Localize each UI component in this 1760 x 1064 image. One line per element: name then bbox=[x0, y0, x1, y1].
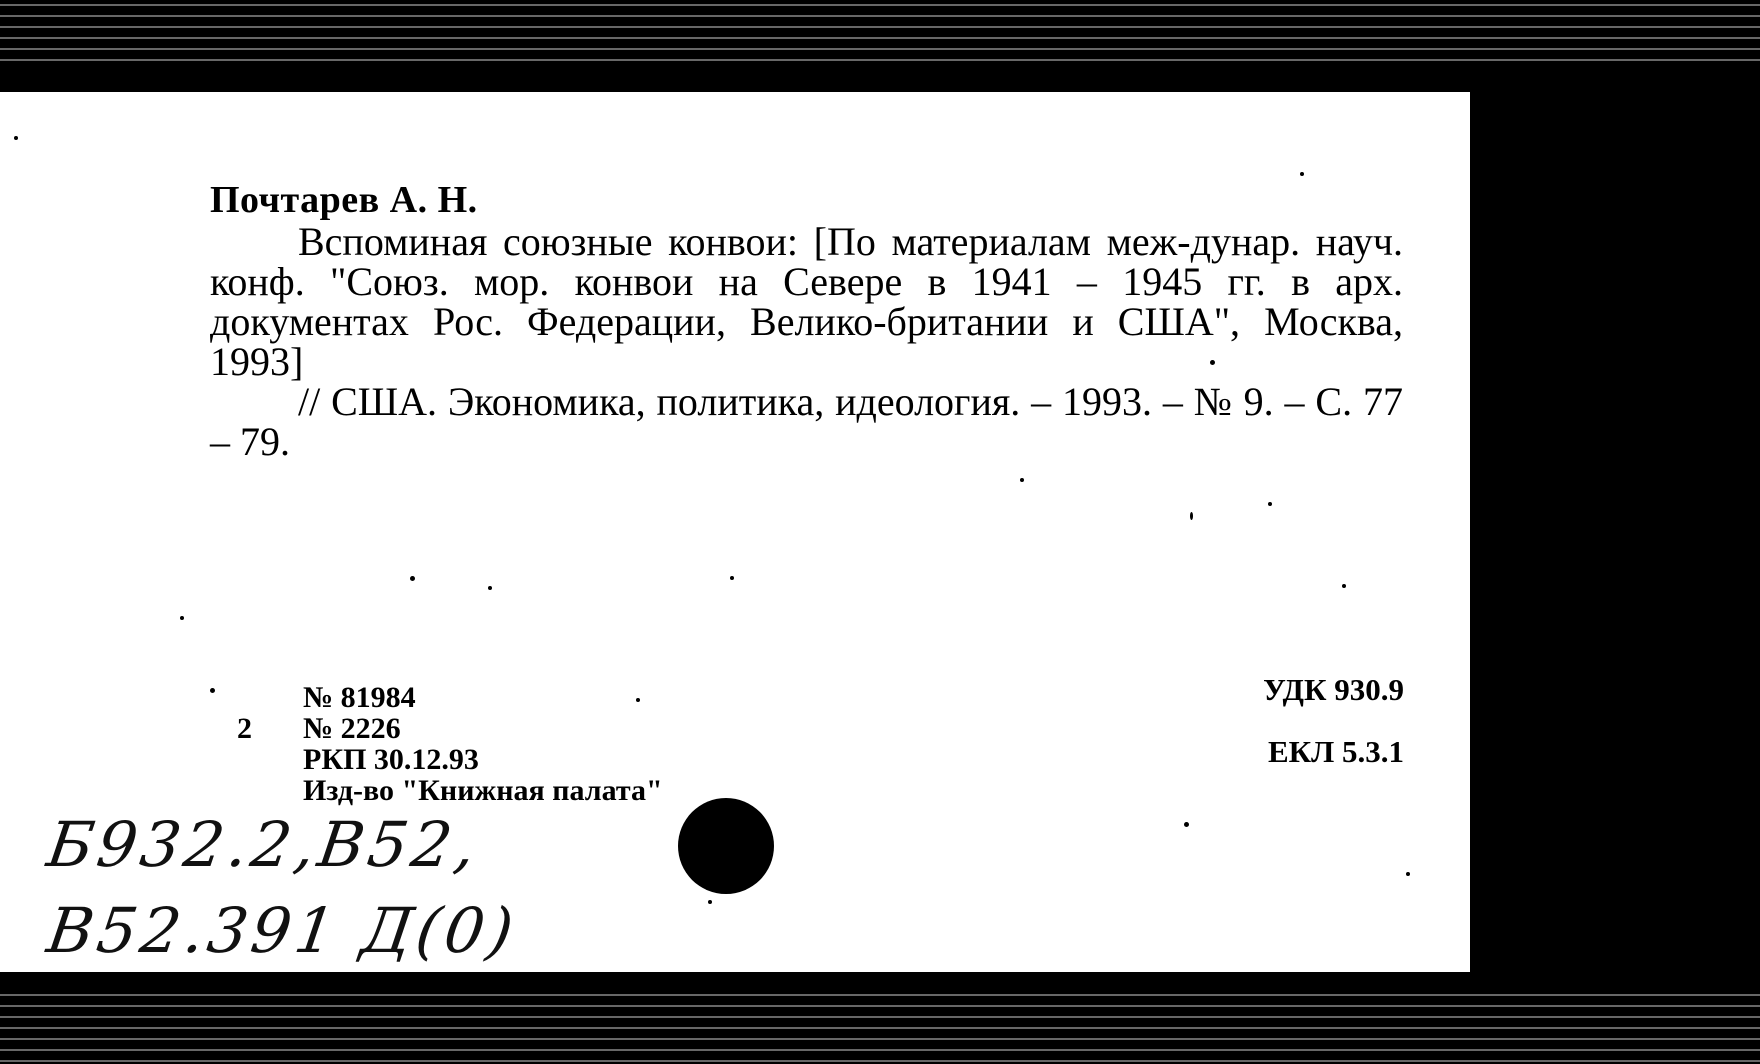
scan-speck bbox=[180, 616, 184, 620]
scan-speck bbox=[1190, 512, 1193, 520]
scan-speck bbox=[1184, 822, 1189, 827]
scan-speck bbox=[708, 900, 712, 904]
bibliographic-description bbox=[210, 219, 1403, 464]
scan-speck bbox=[14, 136, 18, 140]
scan-speck bbox=[1020, 478, 1024, 482]
scan-speck bbox=[730, 576, 734, 580]
copy-number: 2 bbox=[237, 712, 252, 745]
meta-line: Изд-во "Книжная палата" bbox=[303, 774, 663, 807]
scan-border-top bbox=[0, 0, 1760, 70]
title-paragraph: Вспоминая союзные конвои: [По материалам меж-дунар. науч. конф. "Союз. мор. конвои на Севере в 1941 – 1945 гг. в арх. документах Рос. Федерации, Велико-британии и США", Москва, 1993] bbox=[210, 219, 1403, 384]
handwritten-line: В52.391 Д(0) bbox=[42, 894, 522, 967]
scan-speck bbox=[410, 576, 415, 581]
source-paragraph: // США. Экономика, политика, идеология. – 1993. – № 9. – С. 77 – 79. bbox=[210, 379, 1403, 464]
author-name: Почтарев А. Н. bbox=[210, 179, 478, 221]
catalog-card bbox=[0, 92, 1482, 972]
punch-hole bbox=[678, 798, 774, 894]
scan-speck bbox=[1300, 172, 1304, 176]
handwritten-line: Б932.2,В52, bbox=[42, 808, 485, 881]
scan-speck bbox=[1268, 502, 1272, 506]
registration-block bbox=[303, 682, 663, 806]
meta-line: № 2226 bbox=[303, 712, 401, 745]
meta-line: РКП 30.12.93 bbox=[303, 743, 479, 776]
scan-speck bbox=[636, 698, 640, 702]
card-right-edge bbox=[1470, 92, 1482, 972]
udk-code: УДК 930.9 bbox=[1263, 672, 1404, 707]
handwritten-shelfmarks bbox=[42, 802, 522, 974]
scan-border-bottom bbox=[0, 990, 1760, 1064]
scan-speck bbox=[210, 688, 215, 693]
scan-speck bbox=[1210, 360, 1215, 365]
classification-codes bbox=[1263, 672, 1404, 796]
scan-speck bbox=[488, 586, 492, 590]
scan-speck bbox=[1406, 872, 1410, 876]
scan-speck bbox=[1342, 584, 1346, 588]
meta-line: № 81984 bbox=[303, 681, 416, 714]
ekl-code: ЕКЛ 5.3.1 bbox=[1267, 734, 1404, 769]
